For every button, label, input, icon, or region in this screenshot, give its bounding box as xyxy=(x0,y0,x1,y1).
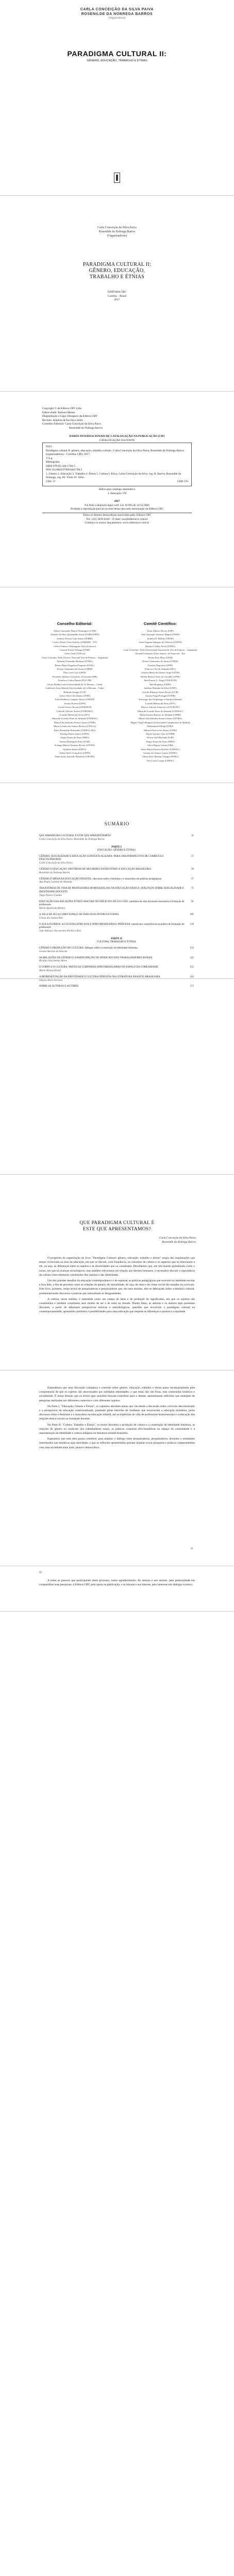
catalog-title: DADOS INTERNACIONAIS DE CATALOGAÇÃO NA PUBLICAÇÃO (CIP) xyxy=(69,435,165,438)
toc-part-2 xyxy=(39,938,194,944)
toc-item-author: Ivonete Barreto de Amorim xyxy=(39,950,68,953)
council-member: Elizeu Clementino de Souza (UNEB) xyxy=(57,668,93,671)
toc-part-1 xyxy=(39,846,194,853)
toc-item-author: Jane Adriana Vasconcelos Pacheco Rios xyxy=(39,930,81,933)
copyright-line: Revisão: Analista de Escrita e Artes xyxy=(42,418,83,422)
publisher-site: Conheça os nossos lançamentos: www.editoracrv.com.br xyxy=(85,521,149,525)
copyright-lines xyxy=(42,407,192,430)
toc-item-page: 11 xyxy=(191,835,194,837)
paragraph: A todas as pessoas que participaram deste processo, nosso agradecimento. Às autoras e aos autores, pela generosidade em compartilhar suas pesquisas; à Editora CRV, pelo apoio na publicação; e às leitoras e aos leitores, pelo interesse em dialogar conosco. xyxy=(39,1579,195,1587)
council-member: Maria de Lourdes Pinto de Almeida (UNOESC) xyxy=(137,709,183,713)
publisher-address: Todos os direitos desta edição reservados pela: Editora CRV xyxy=(82,514,152,517)
toc-item-title: AS RELAÇÕES DE GÊNERO E A PARTICIPAÇÃO NO SINDICATO DOS TRABALHADORES RURAIS xyxy=(39,956,153,959)
toc-item-page: 173 xyxy=(190,985,194,988)
toc-item-title: GÊNERO E PRODUÇÃO DE CULTURA: diálogos sobre a construção da identidade feminina xyxy=(39,946,138,950)
scientific-committee-title: Comitê Científico: xyxy=(143,621,177,626)
catalog-cdu: CDU 37 xyxy=(46,480,56,483)
council-member: Solange Helena Ximenes-Rocha (UFOPA) xyxy=(54,744,95,747)
council-member: Maria Cristina dos Santos Bezerra (UFSCar) xyxy=(53,725,96,728)
halftitle-title-line-1: PARADIGMA CULTURAL II: xyxy=(82,262,152,267)
council-member: Carmen Tereza Velanga (UNIR) xyxy=(59,649,90,652)
council-member: Aldira Guimarães Duarte Domínguez (UNB) xyxy=(53,630,96,632)
toc-item-page: 17 xyxy=(191,855,194,858)
council-member: Jussara Fraga Portugal (UNEB) xyxy=(145,694,176,697)
council-member: Jailson Alves dos Santos (UFRJ) xyxy=(59,694,91,697)
toc-item-page: 57 xyxy=(191,877,194,880)
council-member: Maria Lília Imbiriba Sousa Colares (UFOPA) xyxy=(139,717,182,720)
catalog-bibliography: Bibliografia xyxy=(46,461,60,464)
council-member: Maria de Lourdes Pinto de Almeida (UNOESC) xyxy=(52,717,98,720)
scientific-committee-column xyxy=(122,621,199,762)
toc-item-title: QUE PARADIGMA CULTURAL É ESTE QUE APRESENTAMOS? xyxy=(39,835,111,837)
toc-item-page: 39 xyxy=(191,868,194,871)
toc-item-page: 145 xyxy=(190,956,194,959)
editorial-board-title: Conselho Editorial: xyxy=(57,621,93,626)
council-member: Eliane Rose Maio (UEM) xyxy=(148,656,173,659)
council-member: Sonia Maria Ferreira Koehler (UNISAL) xyxy=(141,748,180,751)
toc-item-title: O AULA FLORIDA: A CULTURA AFRICANA E AFRO-BRASILEIRA E INDÍGENA: narrativas e experiências na prática de formação de professores xyxy=(39,923,185,929)
catalog-pages: 174 p. xyxy=(46,456,53,460)
council-member: Ana Chrystina Venancio Mignot (UERJ) xyxy=(141,633,180,636)
council-member: Andréia da Silva Quintanilha Sousa (UNIR/UFRN) xyxy=(50,633,99,636)
toc-item[interactable] xyxy=(39,868,194,875)
editorial-board-list xyxy=(36,629,113,759)
council-member: Guillermo Arias Beatón (Universidade de La Havana – Cuba) xyxy=(45,687,104,690)
council-member: Vânia Alves Martins Chaigar (FURG) xyxy=(142,755,179,758)
toc-item[interactable] xyxy=(39,835,194,842)
toc-item-page: 119 xyxy=(190,923,194,926)
toc-item[interactable] xyxy=(39,878,194,885)
toc-item-author: Rosenilde da Nobrega Barros xyxy=(39,871,70,874)
toc-item-title: TRAJETÓRIAS DE VIDA DE PROFESSORES HOMOSSEXUAIS NA EDUCAÇÃO BÁSICA: DIÁLOGOS SOBRE SEXUALIDADE E IDENTIDADE DOCENTE xyxy=(39,887,185,893)
cover-page xyxy=(0,0,234,196)
council-member: Helmuth Krüger (UCP) xyxy=(63,690,86,693)
chapter-title-line-2: ESTE QUE APRESENTAMOS? xyxy=(83,1227,151,1232)
catalog-subjects: 1. Gênero 2. Educação 3. Trabalho 4. Étnias 5. Cultura I. Paiva, Carla Conceição da Silva. org. II. Barros, Rosenilde da Nobrega. org. III. Título IV. Série. xyxy=(46,472,181,479)
catalog-box xyxy=(42,443,192,486)
council-member: Míguel Ángel Mínguez (Universidad Complutense de Madrid) xyxy=(130,721,190,724)
council-member: Jadilson Marinho da Silva (UNIT) xyxy=(144,687,177,690)
paragraph: Esperamos que esta obra possa contribuir para ampliar o diálogo entre pesquisadoras, pesquisadores, docentes e estudantes interessados nas temáticas aqui abordadas, e que as reflexões apresentadas possam inspirar novas pesquisas e práticas comprometidas com uma sociedade mais justa, plural e democrática. xyxy=(39,1437,195,1449)
halftitle-name-2: Rosenilde da Nobrega Barros xyxy=(98,230,136,233)
council-member: Tadeu Oliver Gonçalves (UFPA) xyxy=(59,752,91,754)
council-member: Tania Suely Azevedo Brasileiro (UFOPA) xyxy=(55,755,95,758)
copyright-line: Editor-chefe: Railson Moura xyxy=(42,411,75,414)
council-member: Anna Augusta Sampaio de Oliveira (UNESP) xyxy=(139,641,182,644)
cover-organizers-label: (Organizadoras) xyxy=(108,17,126,20)
chapter-title-line-1: QUE PARADIGMA CULTURAL É xyxy=(79,1221,155,1226)
council-member: Eduardo Fernandes Barbosa (UFMG) xyxy=(57,660,93,663)
index-line: 1. Educação 370 xyxy=(107,492,127,495)
halftitle-title-line-3: TRABALHO E ÉTNIAS xyxy=(89,274,145,280)
toc-item[interactable] xyxy=(39,913,194,921)
paragraph: Na Parte II, "Cultura, Trabalho e Étnias", os textos discutem a produção de cultura e a construção da identidade feminina, as relações de gênero no sindicato dos trabalhadores rurais, as práticas corporais afro-brasileiras no espaço da comunidade e a representação da identidade e cultura indígena na literatura infantil brasileira. xyxy=(39,1423,195,1435)
council-member: Celso Conti (UFSCar) xyxy=(64,652,86,655)
council-member: Sérgio Nunes de Jesus (IFRO) xyxy=(146,740,175,743)
council-member: Marcos Vinicius Francisco (UNOESTE) xyxy=(141,706,180,709)
body-text xyxy=(39,1386,195,1450)
toc-item[interactable] xyxy=(39,901,194,911)
toc-item-author: Tiago Pereira Guedes xyxy=(39,894,62,897)
paragraph: Um dos grandes desafios da educação contemporânea é o de repensar as práticas pedagógicas que ocorrem no ambiente escolar e fora dele, a fim de perceber como as relações de gênero, de sexualidade, de raça, de etnia e de classe social são tratadas no currículo. Este livro, portanto, reúne textos de pesquisadoras e pesquisadores que, em seus estudos, têm se debruçado sobre a temática cultural, problematizando discursos e práticas que naturalizam as desigualdades. xyxy=(39,1279,195,1295)
halftitle-organizers: (Organizadoras) xyxy=(107,234,127,238)
catalog-cdd: CDD 370 xyxy=(177,480,188,483)
toc-item-page: 155 xyxy=(190,966,194,969)
council-member: Vera Lucia Gaspar (UDESC) xyxy=(146,759,174,762)
cover-author-1: CARLA CONCEIÇÃO DA SILVA PAIVA xyxy=(80,8,154,11)
catalog-subtitle: CATALOGAÇÃO NA FONTE xyxy=(99,438,135,442)
council-member: Fauston Negreiros (UFPI) xyxy=(148,664,173,667)
chapter-author: Rosenilde da Nobrega Barros xyxy=(162,1240,196,1244)
chapter-author: Carla Conceição da Silva Paiva xyxy=(159,1236,196,1240)
council-member: Barbara Coelho Neves (UFBA) xyxy=(145,645,176,648)
legal-deposit: Foi feito o depósito legal conf. Lei 10.994 de 14/12/2004 xyxy=(85,503,149,507)
copyright-page xyxy=(0,392,234,587)
chapter-authors xyxy=(119,1236,196,1244)
index-title: Índice para catálogo sistemático xyxy=(98,488,136,491)
council-member: Sérgio Nunes de Jesus (IFRO) xyxy=(60,736,89,739)
toc-item-title: GÊNERO E EDUCAÇÃO: HISTÓRIAS DE MULHERES ESCREVENDO A EDUCAÇÃO BRASILEIRA xyxy=(39,868,151,871)
halftitle-publisher-name: EDITORA CRV xyxy=(108,291,126,294)
chapter-body xyxy=(39,1256,195,1314)
paragraph: Na Parte I, "Educação, Gênero e Étnias", os capítulos abordam temas que vão desde a discussão sobre currículo descolonizado e a perspectiva da educação contextualizada, passando pelas histórias de mulheres que escreveram a educação brasileira, pelos discursos sobre o feminino e o masculino na educação infantil, até as trajetórias de vida de professores homossexuais e a educação das relações étnico-raciais na formação docente. xyxy=(39,1404,195,1421)
council-member: Maria Eurácia Barreto de Andrade (UFRB) xyxy=(140,713,181,716)
paragraph: Entendemos que uma discussão cuidadosa e coerente sobre gênero, educação, trabalho e étnias passa necessariamente pela compreensão de que os sujeitos são atravessados por múltiplas identidades, e que estas não são fixas, mas construídas histórica e socialmente. É nessa direção que os textos aqui reunidos buscam contribuir para o debate, apresentando reflexões que emergem de pesquisas realizadas em diferentes contextos e com diferentes sujeitos. xyxy=(39,1386,195,1402)
toc-item[interactable] xyxy=(39,855,194,866)
copyright-footer xyxy=(42,500,192,526)
toc-item-author: Maria Aparecida Ribeiro xyxy=(39,907,65,910)
council-member: Elizeu Clementino de Souza (UNEB) xyxy=(142,660,178,663)
toc-item-title: EDUCAÇÃO DAS RELAÇÕES ÉTNICO-RACIAIS NO INÍCIO DO SÉCULO XXI: caminhos de uma discussão necessária à formação de professores xyxy=(39,900,185,907)
council-member: Kilwangy Kya Kapitango-a-Samba (Unemat) xyxy=(139,698,182,701)
editorial-board-column xyxy=(36,621,113,759)
toc-item-author: Maria Helena Brasil xyxy=(39,969,61,972)
body-text xyxy=(39,1579,195,1587)
council-member: Carlos Alberto Vilar Estêvão (UMINHO – PT) xyxy=(53,641,97,644)
toc-heading: SUMÁRIO xyxy=(104,821,130,826)
council-member: Mônica Pereira dos Santos (UFRJ) xyxy=(143,728,177,732)
catalog-isbn: ISBN 978-85-444-1760-5 xyxy=(46,464,75,468)
toc-part-1-items xyxy=(39,855,194,934)
toc-list xyxy=(39,835,194,991)
toc-item-author: Simone Alves Ferreira xyxy=(39,979,62,982)
toc-item-author: Carla Conceição da Silva Paiva; Rosenilde da Nobrega Barros xyxy=(39,838,105,841)
council-member: Cesar Gerónimo Tello (Univer. Nacional Três de Febrero – Argentina) xyxy=(41,656,108,659)
council-member: Suzana dos Santos Gomes (UFMG) xyxy=(143,752,177,754)
toc-part-subtitle: EDUCAÇÃO, GÊNERO E ÉTNIAS xyxy=(97,849,136,852)
page-number: 12 xyxy=(39,1571,42,1574)
council-member: Silvia Regina Canan (URI) xyxy=(147,744,173,747)
council-member: Gloria Fariñas León (Universidade de La Havana – Cuba) xyxy=(47,683,103,686)
toc-item-page: 105 xyxy=(190,913,194,916)
toc-item-author: Ana Paula Cardoso de Almeida xyxy=(39,881,72,884)
cover-authors xyxy=(0,7,234,16)
toc-item-title: O CORPO E A CULTURA: PRÁTICAS CORPORAIS AFRO-BRASILEIRAS NO ESPAÇO DA COMUNIDADE xyxy=(39,966,158,969)
council-member: Leonel Severo Rocha (UNISINOS) xyxy=(58,706,92,709)
toc-item[interactable] xyxy=(39,947,194,954)
cover-author-2: ROSENILDE DA NOBREGA BARROS xyxy=(81,12,153,16)
council-member: Carlos Federico Dominguez Avila (Unieuro) xyxy=(54,645,96,648)
council-member: Lourdes Helena da Silva (UFV) xyxy=(145,702,176,705)
halftitle-title xyxy=(0,262,234,280)
cover-subtitle: GÊNERO, EDUCAÇÃO, TRABALHO E ÉTNIAS xyxy=(87,59,147,62)
catalog-entry: Paradigma cultural II: gênero, educação, trabalho e étnias / Carla Conceição da Silva Paiva, Rosenilde da Nobrega Barros (organizadoras) – Curitiba: CRV, 2017. xyxy=(46,449,184,456)
scientific-committee-list xyxy=(122,629,199,762)
copyright-line: Copyright © da Editora CRV Ltda. xyxy=(42,407,82,410)
toc-item-title: GÊNERO, SEXUALIDADE E EDUCAÇÃO CONTEXTUALIZADA: PARA UMA PERSPECTIVA DE CURRÍCULO DESCOLONIZADO xyxy=(39,855,164,861)
council-member: Simone Rodrigues Pinto (UNB) xyxy=(59,740,90,743)
half-title-page xyxy=(0,196,234,392)
council-member: Sydione Santos (UEPG) xyxy=(63,748,87,751)
council-member: Josania Portela (UFPI) xyxy=(64,702,86,705)
council-member: Ilma Passos A. Veiga (UNICEUB) xyxy=(144,679,177,682)
copyright-line: Rosenilde da Nobrega Barros xyxy=(69,426,103,430)
council-member: Lourdes Helena da Silva (UFV) xyxy=(59,713,90,716)
body-text-page-partial xyxy=(0,1566,234,1612)
toc-part-label: PARTE I xyxy=(111,845,122,849)
rights-notice: Proibida a reprodução parcial ou total desta obra sem autorização da Editora CRV xyxy=(70,507,164,511)
council-member: Lídia de Oliveira Xavier (UNIEURO) xyxy=(57,709,93,713)
chapter-opening-page xyxy=(0,1175,234,1370)
council-member: Maria Lília Imbiriba Sousa Colares (UNIR) xyxy=(54,721,96,724)
council-member: Altair Alberto Fávero (UPF) xyxy=(146,630,174,632)
council-member: Diosnel Centurion (Univ Americ. de Asunción – Py) xyxy=(135,652,186,655)
council-member: José de Ribamar Sousa Pereira (UCB) xyxy=(142,690,179,693)
toc-item-title: GÊNERO E MÍDIA NA EDUCAÇÃO INFANTIL: discursos sobre o feminino e o masculino em práticas pedagógicas xyxy=(39,877,162,880)
blank-page xyxy=(0,979,234,1175)
toc-item[interactable] xyxy=(39,887,194,897)
council-member: Andréia N. Militão (UEMS) xyxy=(146,637,174,640)
page-number: 11 xyxy=(191,1548,193,1550)
paragraph: O propósito da organização do livro "Paradigma Cultural: gênero, educação, trabalho e étnias" surgiu das inquietações que temos vivenciado na área da educação, em que se discute, com frequência, os conceitos de cultura e os aspectos que se relacionam a ele, ou seja, às diferenças entre os sujeitos e às diversidades que os constituem. Percebemos que, em um mundo globalizado como o nosso, em que há avanços tecnológicos, mas também retrocessos em relação aos direitos humanos, é necessário discutir a importância da cultura como elemento constituidor dos sujeitos e das identidades. xyxy=(39,1257,195,1277)
editorial-council-page xyxy=(0,587,234,783)
toc-part-subtitle: CULTURA, TRABALHO E ÉTNIAS xyxy=(96,941,137,944)
publisher-contact: Tel.: (41) 3039-6418 – E-mail: sac@editoracrv.com.br xyxy=(86,517,148,521)
copyright-year: 2017 xyxy=(114,500,120,503)
catalog-card xyxy=(42,435,192,496)
halftitle-publisher-year: 2017 xyxy=(114,298,120,301)
council-member: Fernando Antônio Gonçalves Alcoforado (IPB) xyxy=(52,675,97,678)
toc-part-label: PARTE II xyxy=(111,937,122,940)
toc-item-title: A SALA DE AULA COMO ESPAÇO DE DIÁLOGOS INTERCULTURAIS xyxy=(39,913,119,916)
toc-item[interactable] xyxy=(39,957,194,964)
copyright-line: Conselho Editorial: Carla Conceição da Silva Paiva xyxy=(42,422,101,426)
council-member: Rodrigo Pratte-Santos (UFES) xyxy=(60,732,90,735)
catalog-code: P222 xyxy=(46,445,52,448)
council-member: Paulo Romualdo Hernandes (UNIFAL-MG) xyxy=(54,728,96,732)
council-member: Mohammed Elhajji (UFRJ) xyxy=(147,725,174,728)
toc-item-title: A REPRESENTAÇÃO DA IDENTIDADE E CULTURA INDÍGENA NA LITERATURA INFANTIL BRASILEIRA xyxy=(39,975,160,978)
council-member: Élsio José Corá (UFFS) xyxy=(63,671,86,674)
chapter-title xyxy=(0,1220,234,1232)
toc-item-page: 91 xyxy=(191,900,194,903)
publisher-logo-icon xyxy=(114,173,120,183)
council-member: Gláucia Maria dos Santos Jorge (UFOP) xyxy=(141,671,180,674)
toc-item-title: SOBRE AS AUTORAS E AUTORES xyxy=(39,985,79,988)
paragraph: A cultura, nesse sentido, é entendida como um campo de lutas e de produção de significados, em que os sujeitos são constituídos e também constituem seus modos de ser e de estar no mundo. Diante disso, as autoras e os autores aqui presentes discutem, a partir de diferentes perspectivas teóricas e metodológicas, questões que envolvem o paradigma cultural na contemporaneidade, apontando caminhos e possibilidades para uma educação que respeite as diferenças e promova a equidade. xyxy=(39,1297,195,1314)
halftitle-publisher xyxy=(0,291,234,302)
council-member: Helder Buenos Aires de Carvalho (UFPI) xyxy=(141,675,180,678)
council-member: Inês Bragança (UERJ) xyxy=(149,683,171,686)
council-member: Nilson José Machado (USP) xyxy=(146,736,174,739)
body-text-page xyxy=(0,1370,234,1566)
council-member: Elione Maria Nogueira Diogenes (UFAL) xyxy=(55,664,95,667)
toc-item[interactable] xyxy=(39,923,194,934)
toc-item-author: Ricardo Nascimento Abreu xyxy=(39,960,67,963)
cover-title: PARADIGMA CULTURAL II: xyxy=(67,49,167,58)
halftitle-names xyxy=(0,226,234,238)
toc-item[interactable] xyxy=(39,966,194,973)
council-member: Cesar Gerónimo Tello (Universidad Nacional de Três de Febrero – Argentina) xyxy=(123,649,197,652)
halftitle-title-line-2: GÊNERO, EDUCAÇÃO, xyxy=(89,268,145,274)
toc-item-page: 75 xyxy=(191,887,194,890)
council-member: Francisco Ari de Andrade (UFC) xyxy=(144,668,176,671)
table-of-contents-page xyxy=(0,783,234,988)
toc-item-page: 163 xyxy=(190,975,194,978)
toc-item-author: Carla Conceição da Silva Paiva xyxy=(39,862,73,865)
catalog-doi: DOI 10.24824/978854441760.5 xyxy=(46,468,82,471)
toc-item-author: Cássia dos Santos Reis xyxy=(39,917,63,920)
halftitle-name-1: Carla Conceição da Silva Paiva xyxy=(97,226,137,229)
council-member: João Adalberto Campato Junior (UNESP) xyxy=(55,698,95,701)
copyright-line: Diagramação e Capa: Designers da Editora CRV xyxy=(42,415,98,418)
council-member: Antônio Pereira Gaio Júnior (UFRRJ) xyxy=(57,637,93,640)
council-member: Francisco Carlos Duarte (PUC-PR) xyxy=(58,679,92,682)
toc-item-page: 133 xyxy=(190,946,194,950)
council-member: Najela Tavares Ujiie (UTFPR) xyxy=(145,732,175,735)
halftitle-publisher-city: Curitiba – Brasil xyxy=(107,294,127,298)
